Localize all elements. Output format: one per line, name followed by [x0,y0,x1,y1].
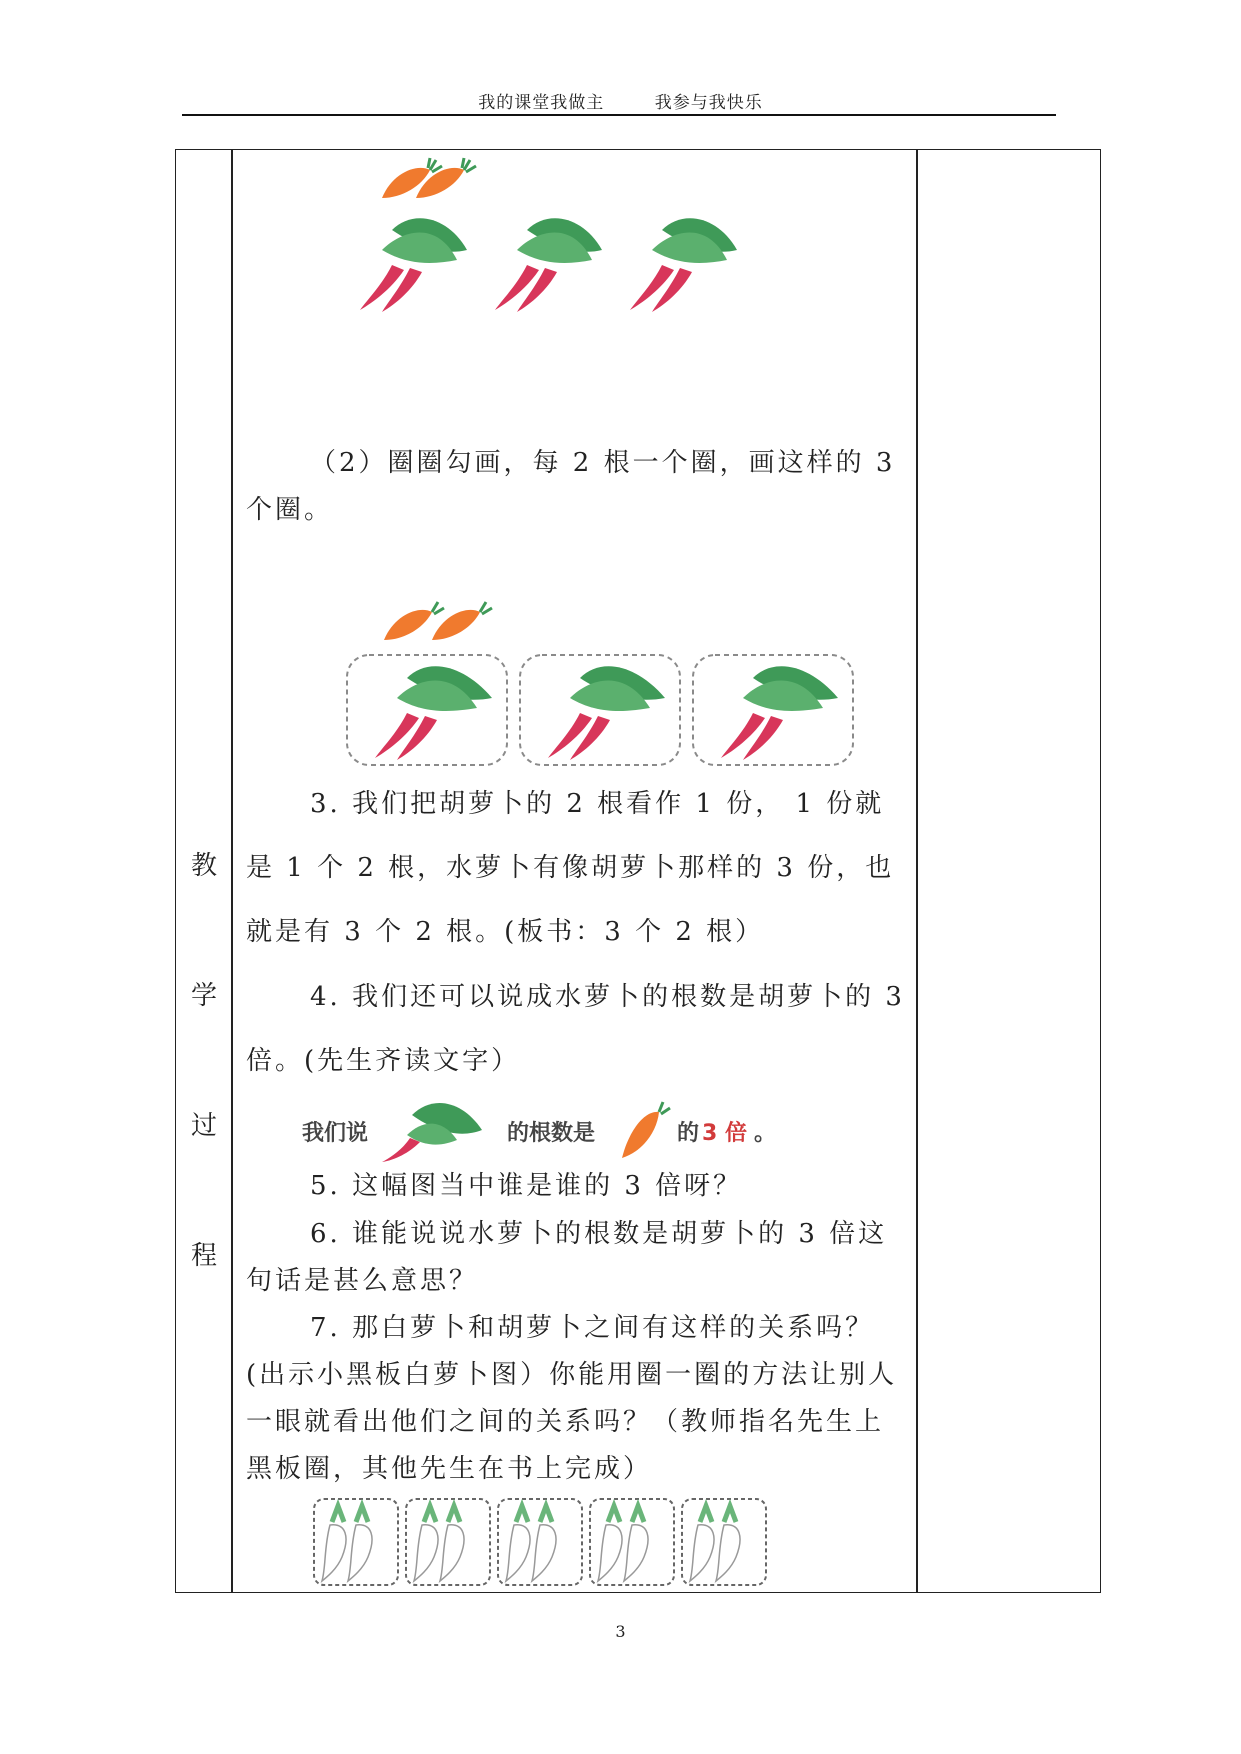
caption-end: 。 [754,1121,777,1146]
multiple-caption-figure [302,1095,777,1165]
white-radish-group [590,1499,674,1585]
side-label-char: 过 [190,1111,217,1141]
radish-bunch [495,218,602,312]
white-radish-group [406,1499,490,1585]
header-left: 我的课堂我做主 [478,93,605,113]
carrot-pair [382,158,476,198]
caption-part2: 的根数是 [507,1121,596,1146]
side-label-char: 学 [190,981,217,1011]
radish-bunch [360,218,467,312]
paragraph-7: 7. 那白萝卜和胡萝卜之间有这样的关系吗？(出示小黑板白萝卜图）你能用圈一圈的方法让别人一眼就看出他们之间的关系吗？（教师指名先生上黑板圈，其他先生在书上完成） [246,1313,898,1484]
white-radish-group [314,1499,398,1585]
column-divider [916,150,918,1592]
side-label-char: 程 [190,1241,217,1271]
paragraph-6: 6. 谁能说说水萝卜的根数是胡萝卜的 3 倍这句话是甚么意思？ [246,1219,888,1296]
header-right: 我参与我快乐 [654,93,763,113]
carrot-icon [622,1102,670,1158]
paragraph-4: 4. 我们还可以说成水萝卜的根数是胡萝卜的 3 倍。(先生齐读文字） [246,982,905,1076]
radish-bunch [375,666,492,760]
white-radish-group [682,1499,766,1585]
paragraph-5: 5. 这幅图当中谁是谁的 3 倍呀？ [310,1171,743,1201]
page-number: 3 [615,1622,626,1641]
caption-multiple: 3 倍 [702,1121,747,1146]
caption-part3: 的 [677,1121,700,1146]
paragraph-2: （2）圈圈勾画，每 2 根一个圈，画这样的 3 个圈。 [246,448,896,525]
white-radish-figure [312,1497,772,1589]
side-label-char: 教 [190,851,217,881]
radish-bunch [721,666,838,760]
carrot-pair [384,602,492,640]
page-header [0,88,1241,113]
radish-bunch [548,666,665,760]
radish-bunch [630,218,737,312]
radish-icon [382,1103,482,1162]
circled-radish-figure [342,600,862,780]
white-radish-group [498,1499,582,1585]
lesson-table [175,149,1101,1593]
content-column [232,150,916,1592]
paragraph-3: 3. 我们把胡萝卜的 2 根看作 1 份， 1 份就是 1 个 2 根，水萝卜有像胡萝卜那样的 3 份，也就是有 3 个 2 根。(板书：3 个 2 根） [246,789,895,947]
caption-part1: 我们说 [302,1121,369,1146]
carrot-radish-figure [352,150,752,320]
header-rule [182,114,1056,116]
